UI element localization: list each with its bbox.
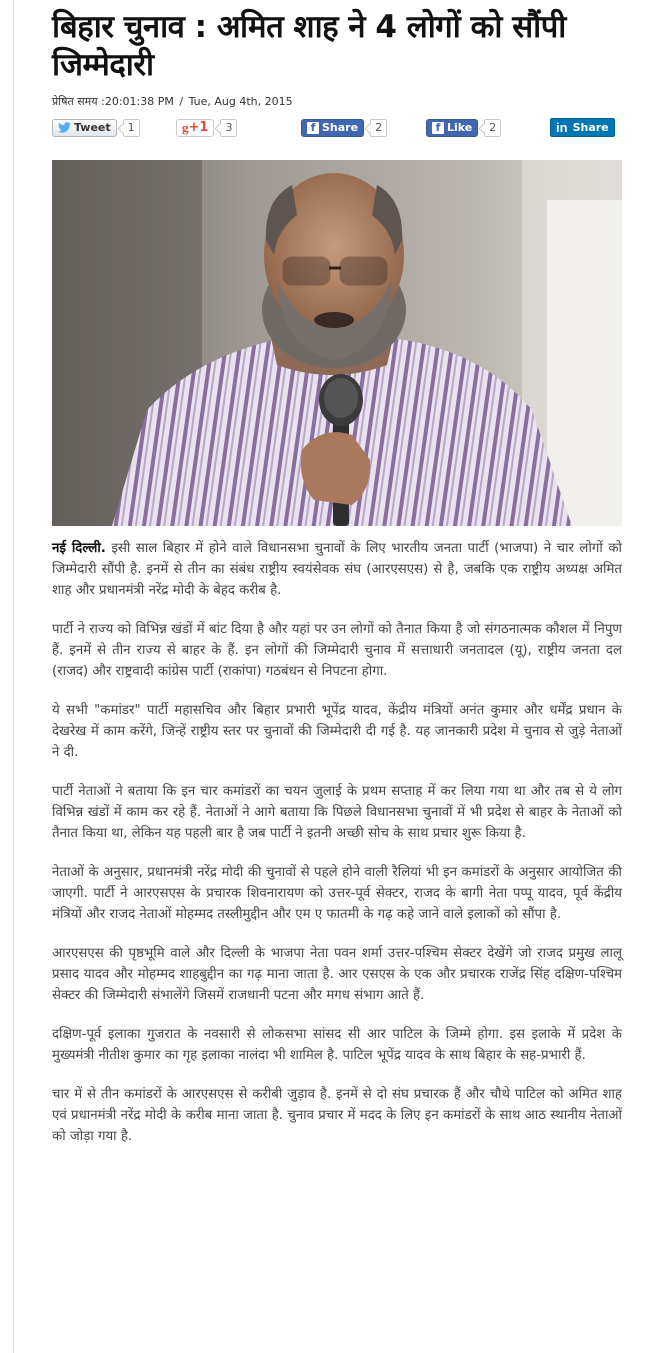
article-headline: बिहार चुनाव : अमित शाह ने 4 लोगों को सौंपी जिम्मेदारी [52,9,566,83]
linkedin-share-button[interactable] [550,118,615,137]
gplus-label: +1 [188,120,209,135]
gplus-share [176,118,237,137]
linkedin-share [550,118,615,137]
posted-label: प्रेषित समय : [52,95,105,108]
article-paragraph: आरएसएस की पृष्ठभूमि वाले और दिल्ली के भाजपा नेता पवन शर्मा उत्तर-पश्चिम सेक्टर देखेंगे जो राजद प्रमुख लालू प्रसाद यादव और मोहम्मद शाहबुद्दीन का गढ़ माना जाता है. आर एसएस के एक और प्रचारक राजेंद्र सिंह दक्षिण-पश्चिम सेक्टर की जिम्मेदारी संभालेंगे जिसमें राजधानी पटना और मगध संभाग आते हैं. [52,946,622,1003]
meta-separator: / [175,95,187,108]
fb-like-label: Like [447,121,473,134]
tweet-count: 1 [123,119,140,137]
dateline: नई दिल्ली. [52,541,106,556]
page-left-border [13,0,14,1353]
tweet-label: Tweet [74,121,111,134]
share-bar [52,118,622,142]
article-paragraph: नेताओं के अनुसार, प्रधानमंत्री नरेंद्र मोदी की चुनावों से पहले होने वाली रैलियां भी इन कमांडरों के अनुसार आयोजित की जाएगी. पार्टी ने आरएसएस के प्रचारक शिवनारायण को उत्तर-पूर्व सेक्टर, राजद के बागी नेता पप्पू यादव, पूर्व केंद्रीय मंत्रियों और राजद नेताओं मोहम्मद तस्लीमुद्दीन और एम ए फातमी के गढ़ कहे जाने वाले इलाकों को सौंपा है. [52,865,622,922]
photo-illustration [52,160,622,526]
fb-like-button[interactable] [426,119,478,137]
twitter-bird-icon [58,122,71,133]
posted-date: Tue, Aug 4th, 2015 [188,95,293,108]
article-paragraph: पार्टी ने राज्य को विभिन्न खंडों में बांट दिया है और यहां पर उन लोगों को तैनात किया है जो संगठनात्मक कौशल में निपुण हैं. इनमें से तीन राज्य से बाहर के हैं. इन लोगों की जिम्मेदारी चुनाव में सत्ताधारी जनतादल (यू), राष्ट्रीय जनता दल (राजद) और राष्ट्रवादी कांग्रेस पार्टी (राकांपा) गठबंधन से निपटना होगा. [52,622,622,679]
gplus-count: 3 [220,119,237,137]
facebook-f-icon: f [307,122,319,134]
paragraph-text: इसी साल बिहार में होने वाले विधानसभा चुनावों के लिए भारतीय जनता पार्टी (भाजपा) ने चार लोगों को जिम्मेदारी सौंपी है. इनमें से तीन का संबंध राष्ट्रीय स्वयंसेवक संघ (आरएसएस) से है, जबकि एक राष्ट्रीय अध्यक्ष अमित शाह और प्रधानमंत्री नरेंद्र मोदी के बेहद करीब है. [52,541,622,598]
fb-share-button[interactable] [301,119,364,137]
fb-share-label: Share [322,121,359,134]
facebook-like [426,118,501,137]
facebook-f-icon: f [432,122,444,134]
fb-share-count: 2 [370,119,387,137]
google-plus-icon: g [182,119,189,135]
article-paragraph [52,538,622,601]
linkedin-label: Share [572,121,609,134]
article-meta [52,94,622,110]
article-body [52,538,622,1165]
facebook-share [301,118,387,137]
article-page [52,0,622,1144]
article-paragraph: चार में से तीन कमांडरों के आरएसएस से करीबी जुड़ाव है. इनमें से दो संघ प्रचारक हैं और चौथे पाटिल को अमित शाह एवं प्रधानमंत्री नरेंद्र मोदी के करीब माना जाता है. चुनाव प्रचार में मदद के लिए इन कमांडरों के साथ आठ स्थानीय नेताओं को जोड़ा गया है. [52,1087,622,1144]
tweet-button[interactable] [52,119,117,137]
article-paragraph: दक्षिण-पूर्व इलाका गुजरात के नवसारी से लोकसभा सांसद सी आर पाटिल के जिम्मे होगा. इस इलाके में प्रदेश के मुख्यमंत्री नीतीश कुमार का गृह इलाका नालंदा भी शामिल है. पाटिल भूपेंद्र यादव के साथ बिहार के सह-प्रभारी हैं. [52,1027,622,1063]
gplus-button[interactable] [176,119,214,137]
posted-time: 20:01:38 PM [104,95,174,108]
article-paragraph: पार्टी नेताओं ने बताया कि इन चार कमांडरों का चयन जुलाई के प्रथम सप्ताह में कर लिया गया था और तब से ये लोग विभिन्न खंडों में काम कर रहे हैं. नेताओं ने आगे बताया कि पिछले विधानसभा चुनावों में भी प्रदेश से बाहर के नेताओं को तैनात किया था, लेकिन यह पहली बार है जब पार्टी ने इतनी अच्छी सोच के साथ प्रचार शुरू किया है. [52,784,622,841]
twitter-share [52,118,140,137]
article-paragraph: ये सभी "कमांडर" पार्टी महासचिव और बिहार प्रभारी भूपेंद्र यादव, केंद्रीय मंत्रियों अनंत कुमार और धर्मेंद्र प्रधान के देखरेख में काम करेंगे, जिन्हें राष्ट्रीय स्तर पर चुनावों की जिम्मेदारी दी गई है. यह जानकारी प्रदेश मे चुनाव से जुड़े नेताओं ने दी. [52,703,622,760]
article-photo [52,160,622,526]
fb-like-count: 2 [484,119,501,137]
linkedin-in-icon: in [556,120,568,135]
